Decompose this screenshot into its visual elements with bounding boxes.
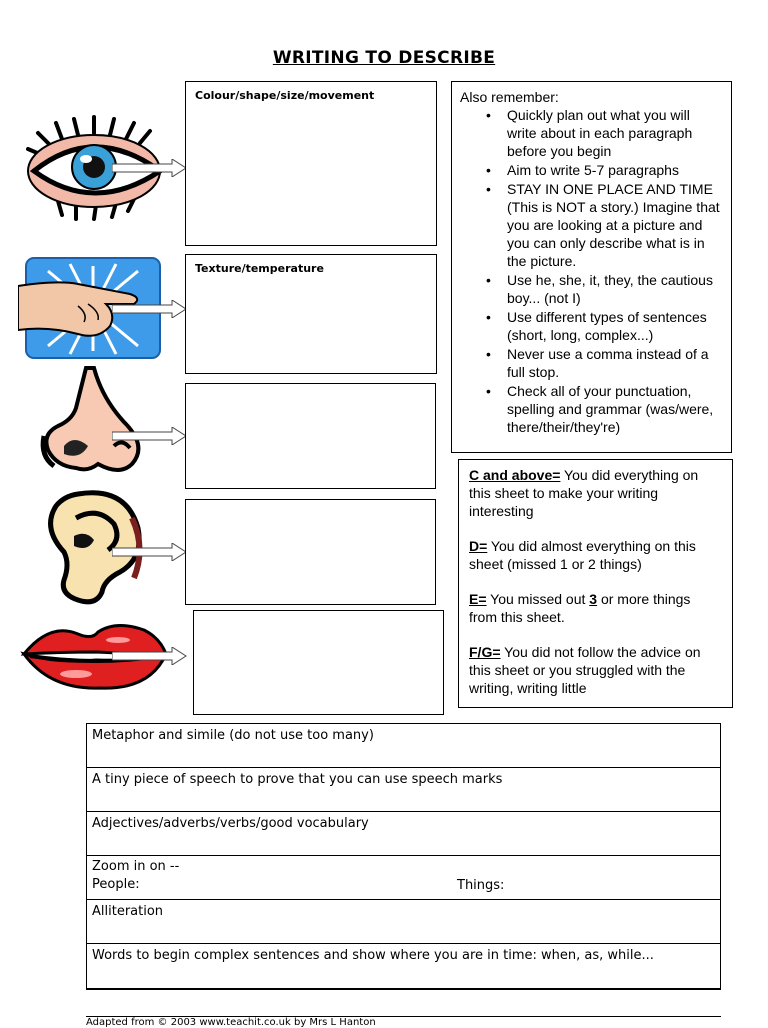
checklist-text: A tiny piece of speech to prove that you can use speech marks bbox=[92, 772, 503, 787]
arrow-lips-icon bbox=[112, 647, 188, 665]
remember-item: • Never use a comma instead of a full stop. bbox=[507, 345, 721, 381]
checklist-row-vocab[interactable] bbox=[87, 812, 720, 856]
sense-box-hearing[interactable] bbox=[185, 499, 436, 605]
also-remember-box bbox=[451, 81, 732, 453]
grade-item-e bbox=[469, 590, 722, 626]
checklist-text: Metaphor and simile (do not use too many) bbox=[92, 728, 374, 743]
footer-credit: Adapted from © 2003 www.teachit.co.uk by Mrs L Hanton bbox=[86, 1017, 376, 1028]
sense-box-taste[interactable] bbox=[193, 610, 444, 715]
grade-criteria-box bbox=[458, 459, 733, 708]
grade-item-fg bbox=[469, 643, 722, 697]
checklist-text: Adjectives/adverbs/verbs/good vocabulary bbox=[92, 816, 369, 831]
grade-text: or more things from this sheet. bbox=[469, 591, 691, 625]
grade-key: D= bbox=[469, 538, 488, 554]
remember-item: • Check all of your punctuation, spelling and grammar (was/were, there/their/they're) bbox=[507, 382, 721, 436]
sense-label-touch: Texture/temperature bbox=[195, 262, 324, 275]
grade-text: You did almost everything on this sheet (missed 1 or 2 things) bbox=[469, 538, 696, 572]
sense-box-sight[interactable] bbox=[185, 81, 437, 246]
sense-box-smell[interactable] bbox=[185, 383, 436, 489]
checklist-row-zoom[interactable] bbox=[87, 856, 720, 900]
remember-item: • Aim to write 5-7 paragraphs bbox=[507, 161, 721, 179]
grade-number: 3 bbox=[589, 591, 598, 607]
checklist-row-metaphor[interactable] bbox=[87, 724, 720, 768]
arrow-eye-icon bbox=[112, 159, 188, 177]
checklist-text: Alliteration bbox=[92, 904, 164, 919]
also-remember-title: Also remember: bbox=[460, 89, 559, 105]
remember-item: • STAY IN ONE PLACE AND TIME (This is NOT a story.) Imagine that you are looking at a picture and you can only describe what is in the picture. bbox=[507, 180, 721, 270]
things-label: Things: bbox=[457, 878, 505, 893]
checklist-text: Zoom in on -- bbox=[92, 859, 180, 874]
grade-key: F/G= bbox=[469, 644, 501, 660]
checklist-text: Words to begin complex sentences and show where you are in time: when, as, while... bbox=[92, 948, 654, 963]
remember-item: • Quickly plan out what you will write about in each paragraph before you begin bbox=[507, 106, 721, 160]
remember-item: • Use he, she, it, they, the cautious boy... (not I) bbox=[507, 271, 721, 307]
checklist-row-speech[interactable] bbox=[87, 768, 720, 812]
grade-key: E= bbox=[469, 591, 487, 607]
arrow-ear-icon bbox=[112, 543, 188, 561]
remember-item: • Use different types of sentences (short, long, complex...) bbox=[507, 308, 721, 344]
sense-label-sight: Colour/shape/size/movement bbox=[195, 89, 375, 102]
grade-item-c bbox=[469, 466, 722, 520]
sense-box-touch[interactable] bbox=[185, 254, 437, 374]
grade-text: You did not follow the advice on this sheet or you struggled with the writing, writing little bbox=[469, 644, 701, 696]
nose-icon bbox=[36, 364, 146, 476]
grade-item-d bbox=[469, 537, 722, 573]
people-label: People: bbox=[92, 877, 140, 892]
checklist-row-words[interactable] bbox=[87, 944, 720, 988]
page-title: WRITING TO DESCRIBE bbox=[272, 48, 496, 68]
arrow-hand-icon bbox=[112, 300, 188, 318]
checklist-table bbox=[86, 723, 721, 990]
grade-text: You did everything on this sheet to make your writing interesting bbox=[469, 467, 699, 519]
also-remember-list bbox=[452, 106, 731, 437]
grade-text: You missed out bbox=[486, 591, 590, 607]
checklist-row-alliteration[interactable] bbox=[87, 900, 720, 944]
arrow-nose-icon bbox=[112, 427, 188, 445]
grade-key: C and above= bbox=[469, 467, 561, 483]
